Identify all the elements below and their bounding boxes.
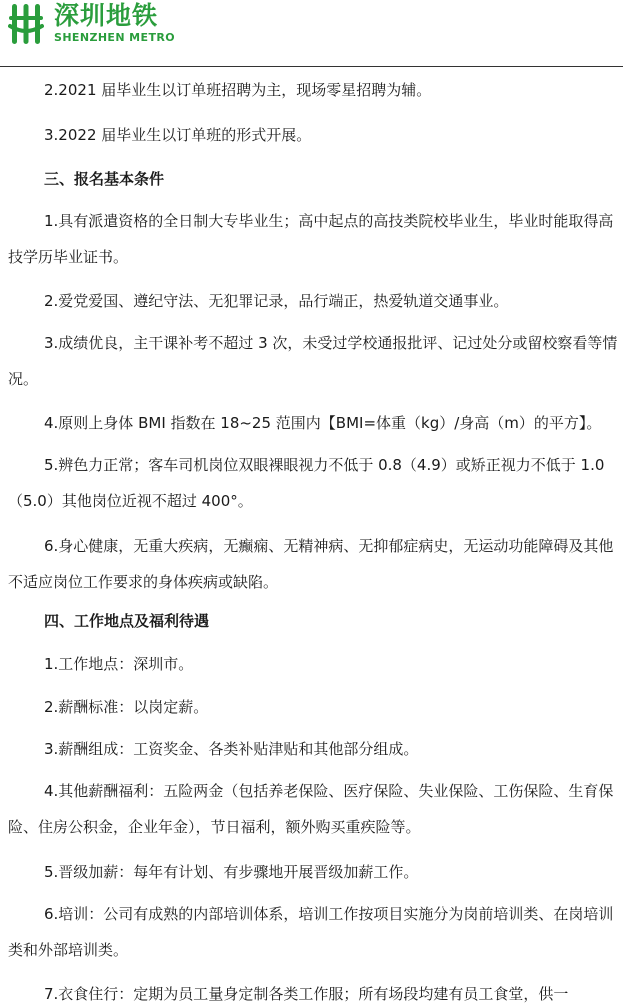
logo-text-en: SHENZHEN METRO bbox=[54, 31, 175, 44]
requirement-4: 4.原则上身体 BMI 指数在 18~25 范围内【BMI=体重（kg）/身高（m）的平方】。 bbox=[44, 414, 602, 432]
benefit-4: 4.其他薪酬福利：五险两金（包括养老保险、医疗保险、失业保险、工伤保险、生育保险、住房公积金，企业年金），节日福利，额外购买重疾险等。 bbox=[8, 782, 614, 836]
benefit-1: 1.工作地点：深圳市。 bbox=[44, 655, 194, 673]
benefit-5: 5.晋级加薪：每年有计划、有步骤地开展晋级加薪工作。 bbox=[44, 863, 419, 881]
section-heading-requirements: 三、报名基本条件 bbox=[44, 170, 165, 188]
paragraph-recruit-2021: 2.2021 届毕业生以订单班招聘为主，现场零星招聘为辅。 bbox=[44, 81, 432, 99]
logo-text-cn: 深圳地铁 bbox=[54, 1, 159, 30]
header-divider bbox=[0, 66, 623, 67]
benefit-6: 6.培训：公司有成熟的内部培训体系，培训工作按项目实施分为岗前培训类、在岗培训类和外部培训类。 bbox=[8, 905, 614, 959]
section-heading-benefits: 四、工作地点及福利待遇 bbox=[44, 612, 210, 630]
header bbox=[0, 0, 643, 68]
benefit-3: 3.薪酬组成：工资奖金、各类补贴津贴和其他部分组成。 bbox=[44, 740, 419, 758]
benefit-7: 7.衣食住行：定期为员工量身定制各类工作服；所有场段均建有员工食堂，供一 bbox=[44, 985, 569, 1003]
shenzhen-metro-logo-icon bbox=[8, 2, 44, 46]
requirement-6: 6.身心健康，无重大疾病，无癫痫、无精神病、无抑郁症病史，无运动功能障碍及其他不适应岗位工作要求的身体疾病或缺陷。 bbox=[8, 537, 614, 591]
requirement-3: 3.成绩优良，主干课补考不超过 3 次，未受过学校通报批评、记过处分或留校察看等情况。 bbox=[8, 334, 618, 388]
requirement-5: 5.辨色力正常；客车司机岗位双眼裸眼视力不低于 0.8（4.9）或矫正视力不低于 1.0（5.0）其他岗位近视不超过 400°。 bbox=[8, 456, 605, 510]
requirement-1: 1.具有派遣资格的全日制大专毕业生；高中起点的高技类院校毕业生，毕业时能取得高技学历毕业证书。 bbox=[8, 212, 614, 266]
paragraph-recruit-2022: 3.2022 届毕业生以订单班的形式开展。 bbox=[44, 126, 312, 144]
benefit-2: 2.薪酬标准：以岗定薪。 bbox=[44, 698, 209, 716]
requirement-2: 2.爱党爱国、遵纪守法、无犯罪记录，品行端正，热爱轨道交通事业。 bbox=[44, 292, 509, 310]
